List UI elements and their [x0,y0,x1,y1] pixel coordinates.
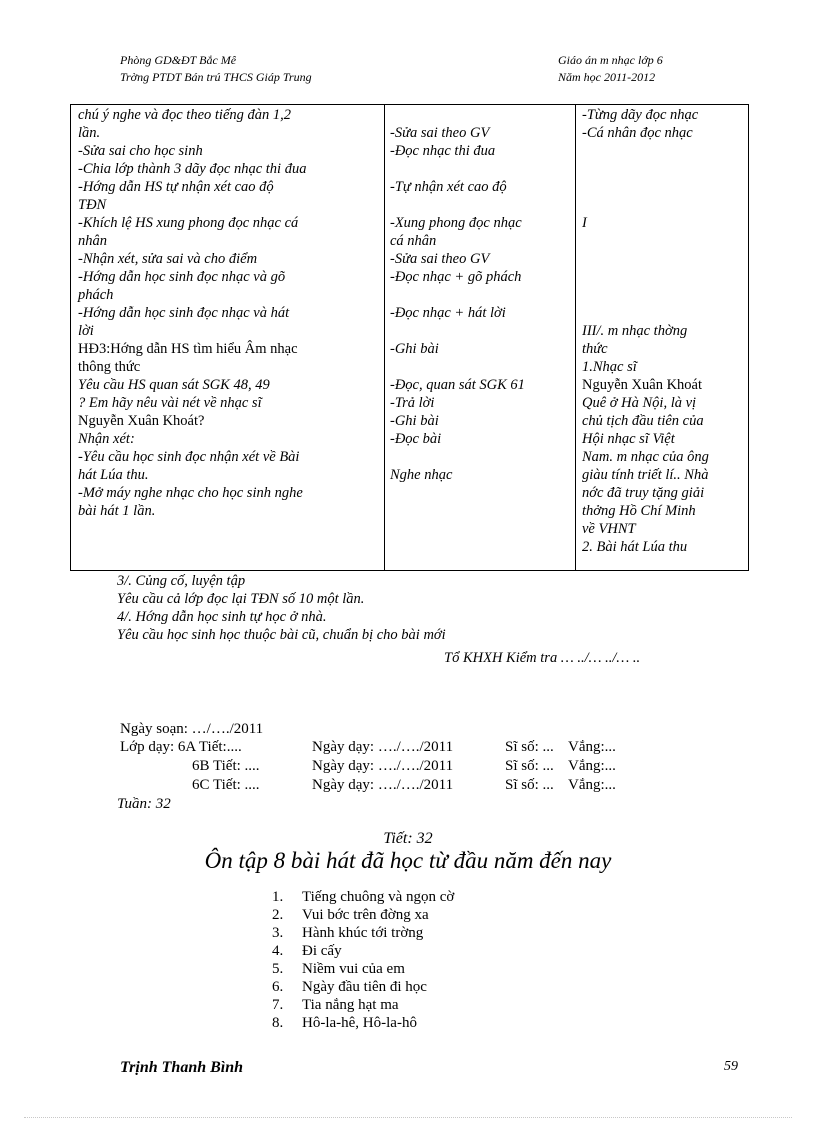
header-school-dept: Phòng GD&ĐT Bắc Mê [120,53,237,67]
content-line: 2. Bài hát Lúa thu [582,539,688,555]
teacher-line: lần. [78,125,101,141]
teacher-line: ? Em hãy nêu vài nét về nhạc sĩ [78,395,262,411]
teach-date-6c: Ngày dạy: …./…./2011 [312,777,454,793]
attendance-6b: Sĩ số: ... [505,758,554,774]
student-line: -Xung phong đọc nhạc [390,215,522,231]
summary-consolidation: 3/. Củng cố, luyện tập [117,573,246,589]
absent-6a: Vắng:... [568,739,616,755]
student-line: Nghe nhạc [390,467,453,483]
list-item: 2. Vui bớc trên đờng xa [272,907,429,923]
content-line: I [582,215,587,231]
list-item: 1. Tiếng chuông và ngọn cờ [272,889,455,905]
prep-date: Ngày soạn: …/…./2011 [120,721,264,737]
teacher-line: hát Lúa thu. [78,467,149,483]
list-item: 7. Tia nắng hạt ma [272,997,399,1013]
list-item: 6. Ngày đầu tiên đi học [272,979,427,995]
table-divider-2 [575,104,576,571]
teacher-line: -Chia lớp thành 3 dãy đọc nhạc thi đua [78,161,307,177]
content-line: Hội nhạc sĩ Việt [582,431,675,447]
student-line: -Đọc nhạc + gõ phách [390,269,522,285]
absent-6c: Vắng:... [568,777,616,793]
teacher-line: nhân [78,233,107,249]
lesson-title: Ôn tập 8 bài hát đã học từ đầu năm đến nay [204,848,612,873]
teacher-line: -Sửa sai cho học sinh [78,143,203,159]
teacher-line: phách [78,287,114,303]
list-item: 8. Hô-la-hê, Hô-la-hô [272,1015,417,1031]
summary-homework-heading: 4/. Hớng dẫn học sinh tự học ở nhà. [117,609,327,625]
student-line: -Tự nhận xét cao độ [390,179,507,195]
attendance-6c: Sĩ số: ... [505,777,554,793]
summary-homework: Yêu cầu học sinh học thuộc bài cũ, chuẩn bị cho bài mới [117,627,446,643]
student-line: -Ghi bài [390,341,439,357]
content-line: chủ tịch đầu tiên của [582,413,704,429]
student-line: -Ghi bài [390,413,439,429]
student-line: -Đọc nhạc thi đua [390,143,496,159]
summary-section [117,572,446,644]
list-item: 4. Đi cấy [272,943,342,959]
list-item: 5. Niềm vui của em [272,961,405,977]
teacher-line: chú ý nghe và đọc theo tiếng đàn 1,2 [78,107,292,123]
teacher-line: -Khích lệ HS xung phong đọc nhạc cá [78,215,299,231]
list-item: 3. Hành khúc tới trờng [272,925,424,941]
content-line: nớc đã truy tặng giải [582,485,705,501]
student-line: -Đọc nhạc + hát lời [390,305,506,321]
teacher-line: -Mở máy nghe nhạc cho học sinh nghe [78,485,303,501]
student-line: -Sửa sai theo GV [390,251,490,267]
student-line: cá nhân [390,233,437,249]
student-line: -Trả lời [390,395,435,411]
student-line: -Đọc bài [390,431,442,447]
week-number: Tuần: 32 [117,796,171,812]
lesson-period: Tiết: 32 [383,830,433,847]
absent-6b: Vắng:... [568,758,616,774]
attendance-6a: Sĩ số: ... [505,739,554,755]
teacher-activity-column [78,106,306,520]
student-line: -Đọc, quan sát SGK 61 [390,377,525,393]
class-6a: Lớp dạy: 6A Tiết:.... [120,739,242,755]
teacher-line-heading: HĐ3:Hớng dẫn HS tìm hiểu Âm nhạc [78,341,298,357]
teacher-line: -Yêu cầu học sinh đọc nhận xét về Bài [78,449,300,465]
teach-date-6a: Ngày dạy: …./…./2011 [312,739,454,755]
content-line: Quê ở Hà Nội, là vị [582,395,697,411]
class-6b: 6B Tiết: .... [192,758,260,774]
header-school-name: Trờng PTDT Bán trú THCS Giáp Trung [120,70,312,84]
teacher-line-heading: thông thức [78,359,141,375]
teacher-line: -Nhận xét, sửa sai và cho điểm [78,251,258,267]
page-bottom-rule [24,1117,792,1118]
content-line: Nam. m nhạc của ông [582,449,709,465]
content-line: về VHNT [582,521,636,537]
class-6c: 6C Tiết: .... [192,777,260,793]
page-number: 59 [724,1059,738,1074]
content-line: thởng Hồ Chí Minh [582,503,696,519]
teacher-line: Yêu cầu HS quan sát SGK 48, 49 [78,377,270,393]
content-line: III/. m nhạc thờng [582,323,688,339]
footer-author: Trịnh Thanh Bình [120,1059,244,1076]
table-divider-1 [384,104,385,571]
teach-date-6b: Ngày dạy: …./…./2011 [312,758,454,774]
header-subject: Giáo án m nhạc lớp 6 [558,53,663,67]
teacher-line: -Hớng dẫn HS tự nhận xét cao độ [78,179,274,195]
content-line: giàu tính triết lí.. Nhà [582,467,709,483]
teacher-line: Nhận xét: [78,431,135,447]
summary-task: Yêu cầu cả lớp đọc lại TĐN số 10 một lần. [117,591,365,607]
content-line: Nguyễn Xuân Khoát [582,377,703,393]
teacher-line: Nguyễn Xuân Khoát? [78,413,205,429]
teacher-line: -Hớng dẫn học sinh đọc nhạc và hát [78,305,290,321]
teacher-line: bài hát 1 lần. [78,503,156,519]
song-list [272,888,454,1032]
department-check: Tổ KHXH Kiểm tra … ../… ../… .. [444,650,641,666]
header-school-year: Năm học 2011-2012 [558,70,656,84]
content-line: -Từng dãy đọc nhạc [582,107,699,123]
teacher-line: lời [78,323,94,339]
content-line: thức [582,341,608,357]
teacher-line: TĐN [78,197,107,213]
content-line: -Cá nhân đọc nhạc [582,125,693,141]
teacher-line: -Hớng dẫn học sinh đọc nhạc và gõ [78,269,286,285]
student-line: -Sửa sai theo GV [390,125,490,141]
content-line: 1.Nhạc sĩ [582,359,637,375]
